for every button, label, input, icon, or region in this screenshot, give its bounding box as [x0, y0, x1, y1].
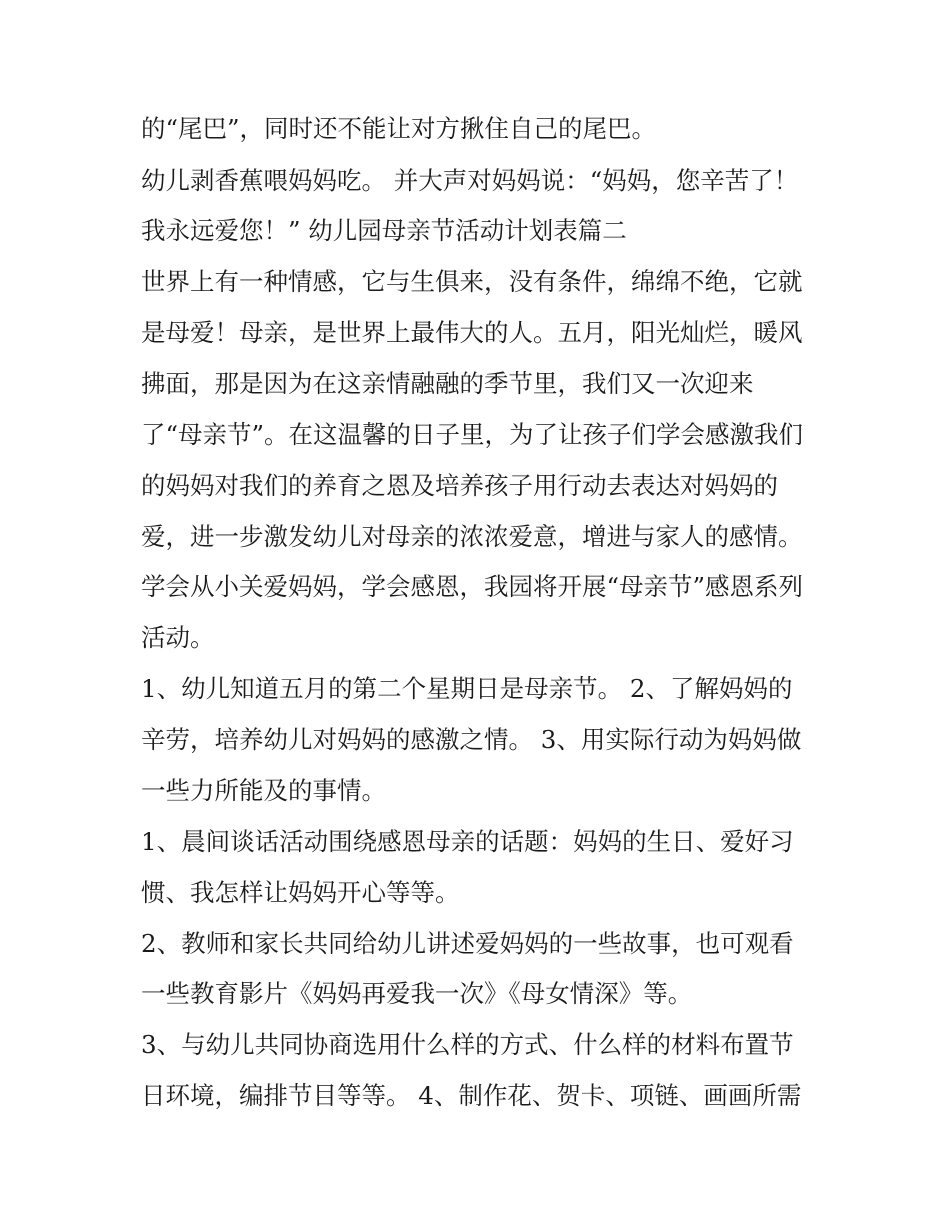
text-line: 我永远爱您！” 幼儿园母亲节活动计划表篇二 [141, 216, 627, 245]
text-line: 爱，进一步激发幼儿对母亲的浓浓爱意，增进与家人的感情。 [141, 522, 803, 551]
text-line: 拂面，那是因为在这亲情融融的季节里，我们又一次迎来 [141, 369, 754, 398]
text-line: 一些力所能及的事情。 [141, 776, 386, 805]
text-line: 3、与幼儿共同协商选用什么样的方式、什么样的材料布置节 [141, 1030, 794, 1059]
text-line: 活动。 [141, 623, 215, 652]
text-line: 惯、我怎样让妈妈开心等等。 [141, 878, 460, 907]
text-line: 是母爱！母亲，是世界上最伟大的人。五月，阳光灿烂，暖风 [141, 318, 803, 347]
text-line: 世界上有一种情感，它与生俱来，没有条件，绵绵不绝，它就 [141, 267, 803, 296]
text-line: 1、晨间谈话活动围绕感恩母亲的话题：妈妈的生日、爱好习 [141, 827, 794, 856]
text-line: 幼儿剥香蕉喂妈妈吃。 并大声对妈妈说：“妈妈，您辛苦了！ [141, 166, 799, 195]
text-line: 一些教育影片《妈妈再爱我一次》《母女情深》等。 [141, 979, 693, 1008]
text-line: 的“尾巴”，同时还不能让对方揪住自己的尾巴。 [141, 114, 657, 143]
text-line: 辛劳，培养幼儿对妈妈的感激之情。 3、用实际行动为妈妈做 [141, 725, 802, 754]
text-line: 了“母亲节”。在这温馨的日子里，为了让孩子们学会感激我们 [141, 420, 804, 449]
text-line: 学会从小关爱妈妈，学会感恩，我园将开展“母亲节”感恩系列 [141, 572, 804, 601]
text-line: 1、幼儿知道五月的第二个星期日是母亲节。 2、了解妈妈的 [141, 674, 793, 703]
text-line: 2、教师和家长共同给幼儿讲述爱妈妈的一些故事，也可观看 [141, 929, 794, 958]
text-line: 的妈妈对我们的养育之恩及培养孩子用行动去表达对妈妈的 [141, 471, 778, 500]
text-line: 日环境，编排节目等等。 4、制作花、贺卡、项链、画画所需 [141, 1081, 802, 1110]
